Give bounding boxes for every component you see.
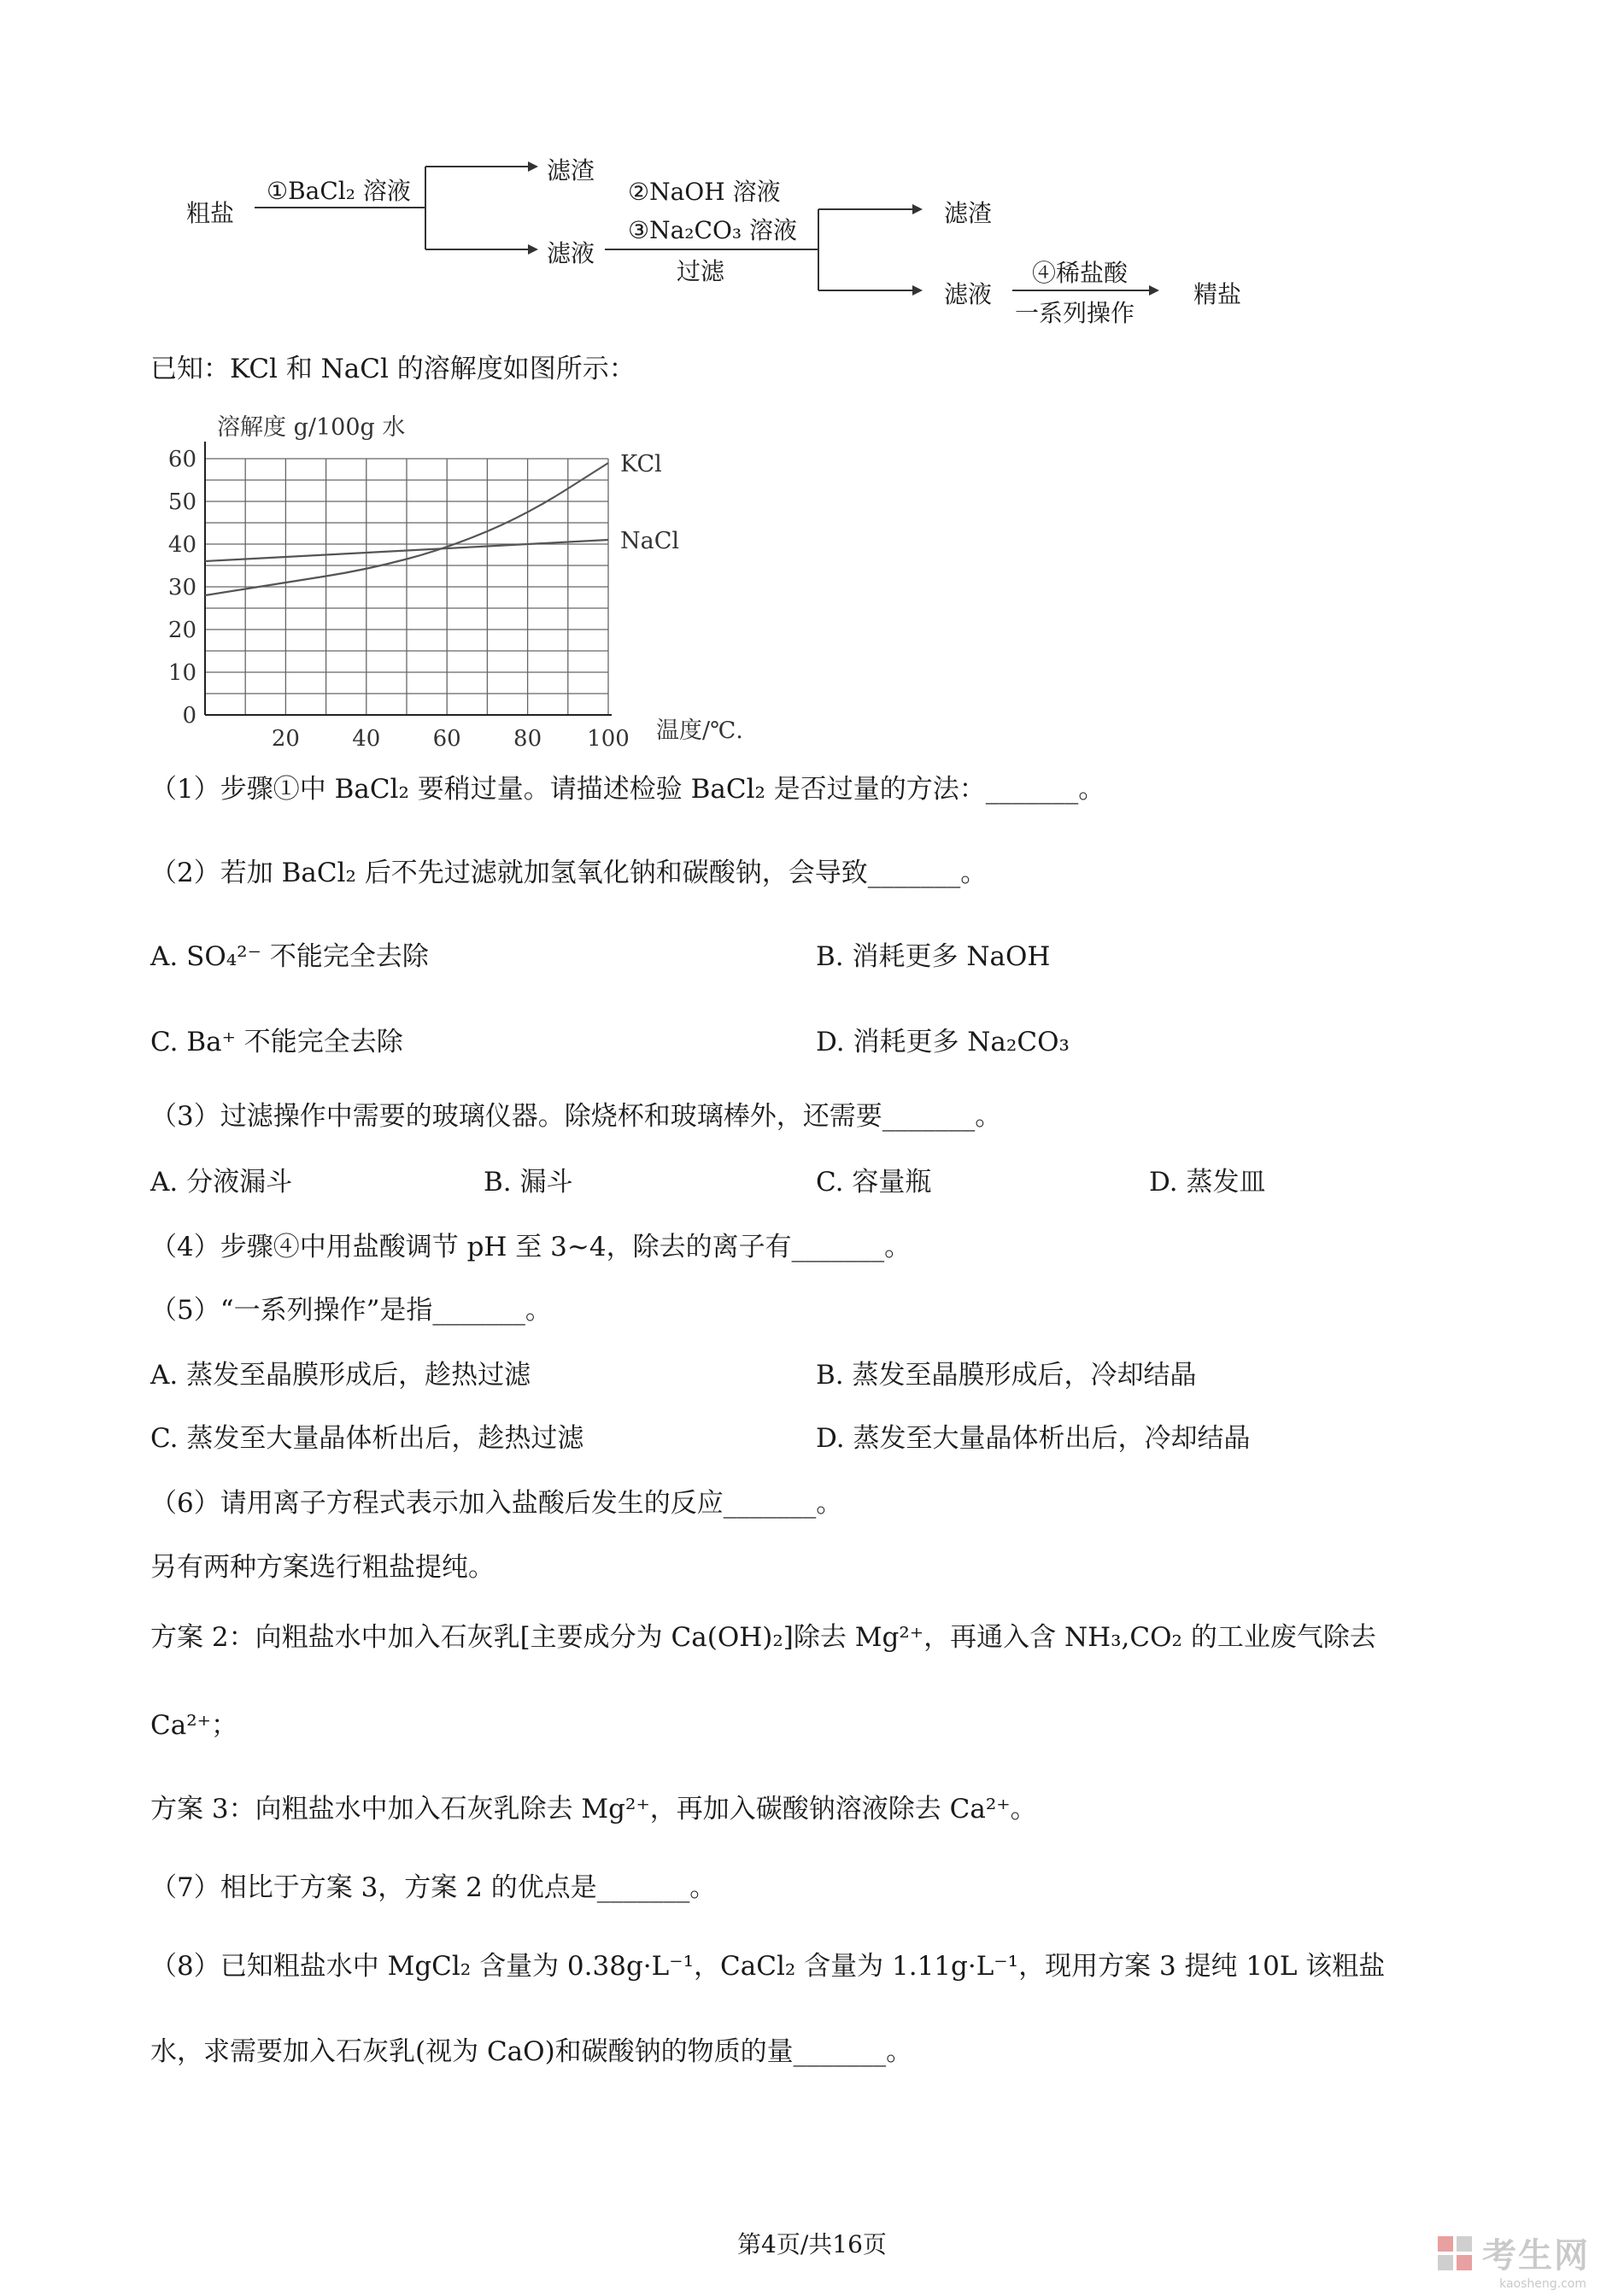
flow-series-ops-label: 一系列操作 bbox=[1015, 299, 1135, 327]
q5-option-a: A. 蒸发至晶膜形成后，趁热过滤 bbox=[150, 1360, 531, 1391]
solubility-chart bbox=[154, 406, 803, 747]
y-tick-label: 30 bbox=[167, 575, 196, 600]
kaosheng-logo-icon bbox=[1436, 2234, 1474, 2272]
y-tick-label: 40 bbox=[167, 532, 196, 558]
q3-option-b: B. 漏斗 bbox=[484, 1167, 573, 1198]
y-tick-label: 0 bbox=[182, 703, 196, 729]
question-8-line-2: 水，求需要加入石灰乳(视为 CaO)和碳酸钠的物质的量_______。 bbox=[150, 2036, 913, 2067]
flow-step4-label: ④稀盐酸 bbox=[1032, 259, 1129, 287]
q5-option-b: B. 蒸发至晶膜形成后，冷却结晶 bbox=[816, 1360, 1197, 1391]
q2-option-d: D. 消耗更多 Na₂CO₃ bbox=[816, 1027, 1070, 1057]
q2-option-c: C. Ba⁺ 不能完全去除 bbox=[150, 1027, 403, 1057]
y-tick-label: 60 bbox=[167, 447, 196, 472]
chart-grid bbox=[205, 442, 612, 715]
question-3: （3）过滤操作中需要的玻璃仪器。除烧杯和玻璃棒外，还需要_______。 bbox=[150, 1101, 1002, 1132]
page-footer: 第4页/共16页 bbox=[737, 2230, 887, 2258]
plan-2-line-1: 方案 2：向粗盐水中加入石灰乳[主要成分为 Ca(OH)₂]除去 Mg²⁺，再通入含 NH₃,CO₂ 的工业废气除去 bbox=[150, 1622, 1376, 1653]
question-7: （7）相比于方案 3，方案 2 的优点是_______。 bbox=[150, 1872, 717, 1903]
question-5: （5）“一系列操作”是指_______。 bbox=[150, 1295, 552, 1326]
question-1: （1）步骤①中 BaCl₂ 要稍过量。请描述检验 BaCl₂ 是否过量的方法：_______。 bbox=[150, 774, 1105, 805]
plan-3: 方案 3：向粗盐水中加入石灰乳除去 Mg²⁺，再加入碳酸钠溶液除去 Ca²⁺。 bbox=[150, 1794, 1037, 1824]
x-tick-label: 40 bbox=[352, 726, 381, 747]
q3-option-d: D. 蒸发皿 bbox=[1149, 1167, 1266, 1198]
x-tick-label: 20 bbox=[271, 726, 300, 747]
watermark-text: 考生网 bbox=[1482, 2236, 1590, 2276]
chart-x-axis-label: 温度/℃. bbox=[656, 718, 743, 744]
series-label-kcl: KCl bbox=[620, 451, 662, 477]
flow-filtrate2: 滤液 bbox=[944, 280, 993, 308]
question-2: （2）若加 BaCl₂ 后不先过滤就加氢氧化钠和碳酸钠，会导致_______。 bbox=[150, 858, 988, 888]
q3-option-c: C. 容量瓶 bbox=[816, 1167, 932, 1198]
flow-filter-label: 过滤 bbox=[677, 257, 725, 285]
x-tick-label: 100 bbox=[587, 726, 630, 747]
flow-crude-salt: 粗盐 bbox=[186, 199, 235, 227]
known-statement: 已知：KCl 和 NaCl 的溶解度如图所示： bbox=[150, 354, 636, 384]
flow-residue2: 滤渣 bbox=[944, 199, 993, 227]
flow-fine-salt: 精盐 bbox=[1193, 280, 1242, 308]
q5-option-c: C. 蒸发至大量晶体析出后，趁热过滤 bbox=[150, 1423, 584, 1454]
y-tick-label: 50 bbox=[167, 489, 196, 515]
flow-arrows bbox=[0, 0, 1624, 342]
q2-option-a: A. SO₄²⁻ 不能完全去除 bbox=[150, 941, 429, 972]
y-tick-label: 10 bbox=[167, 660, 196, 686]
x-tick-label: 60 bbox=[432, 726, 461, 747]
flow-step2-label: ②NaOH 溶液 bbox=[628, 178, 781, 206]
plan-2-line-2: Ca²⁺； bbox=[150, 1710, 237, 1741]
flow-filtrate1: 滤液 bbox=[547, 239, 595, 267]
flow-step3-label: ③Na₂CO₃ 溶液 bbox=[628, 216, 798, 244]
q5-option-d: D. 蒸发至大量晶体析出后，冷却结晶 bbox=[816, 1423, 1251, 1454]
y-tick-label: 20 bbox=[167, 618, 196, 643]
watermark-subtext: kaosheng.com bbox=[1499, 2277, 1586, 2291]
watermark bbox=[1436, 2229, 1590, 2277]
question-4: （4）步骤④中用盐酸调节 pH 至 3~4，除去的离子有_______。 bbox=[150, 1232, 912, 1262]
q3-option-a: A. 分液漏斗 bbox=[150, 1167, 293, 1198]
chart-title: 溶解度 g/100g 水 bbox=[217, 414, 406, 441]
flow-step1-label: ①BaCl₂ 溶液 bbox=[267, 177, 411, 205]
flow-residue1: 滤渣 bbox=[547, 156, 595, 184]
x-tick-label: 80 bbox=[513, 726, 542, 747]
series-label-nacl: NaCl bbox=[620, 528, 680, 554]
question-8-line-1: （8）已知粗盐水中 MgCl₂ 含量为 0.38g·L⁻¹，CaCl₂ 含量为 1.11g·L⁻¹，现用方案 3 提纯 10L 该粗盐 bbox=[150, 1951, 1386, 1982]
q2-option-b: B. 消耗更多 NaOH bbox=[816, 941, 1051, 972]
question-6: （6）请用离子方程式表示加入盐酸后发生的反应_______。 bbox=[150, 1488, 843, 1519]
other-plans-intro: 另有两种方案选行粗盐提纯。 bbox=[150, 1552, 495, 1583]
